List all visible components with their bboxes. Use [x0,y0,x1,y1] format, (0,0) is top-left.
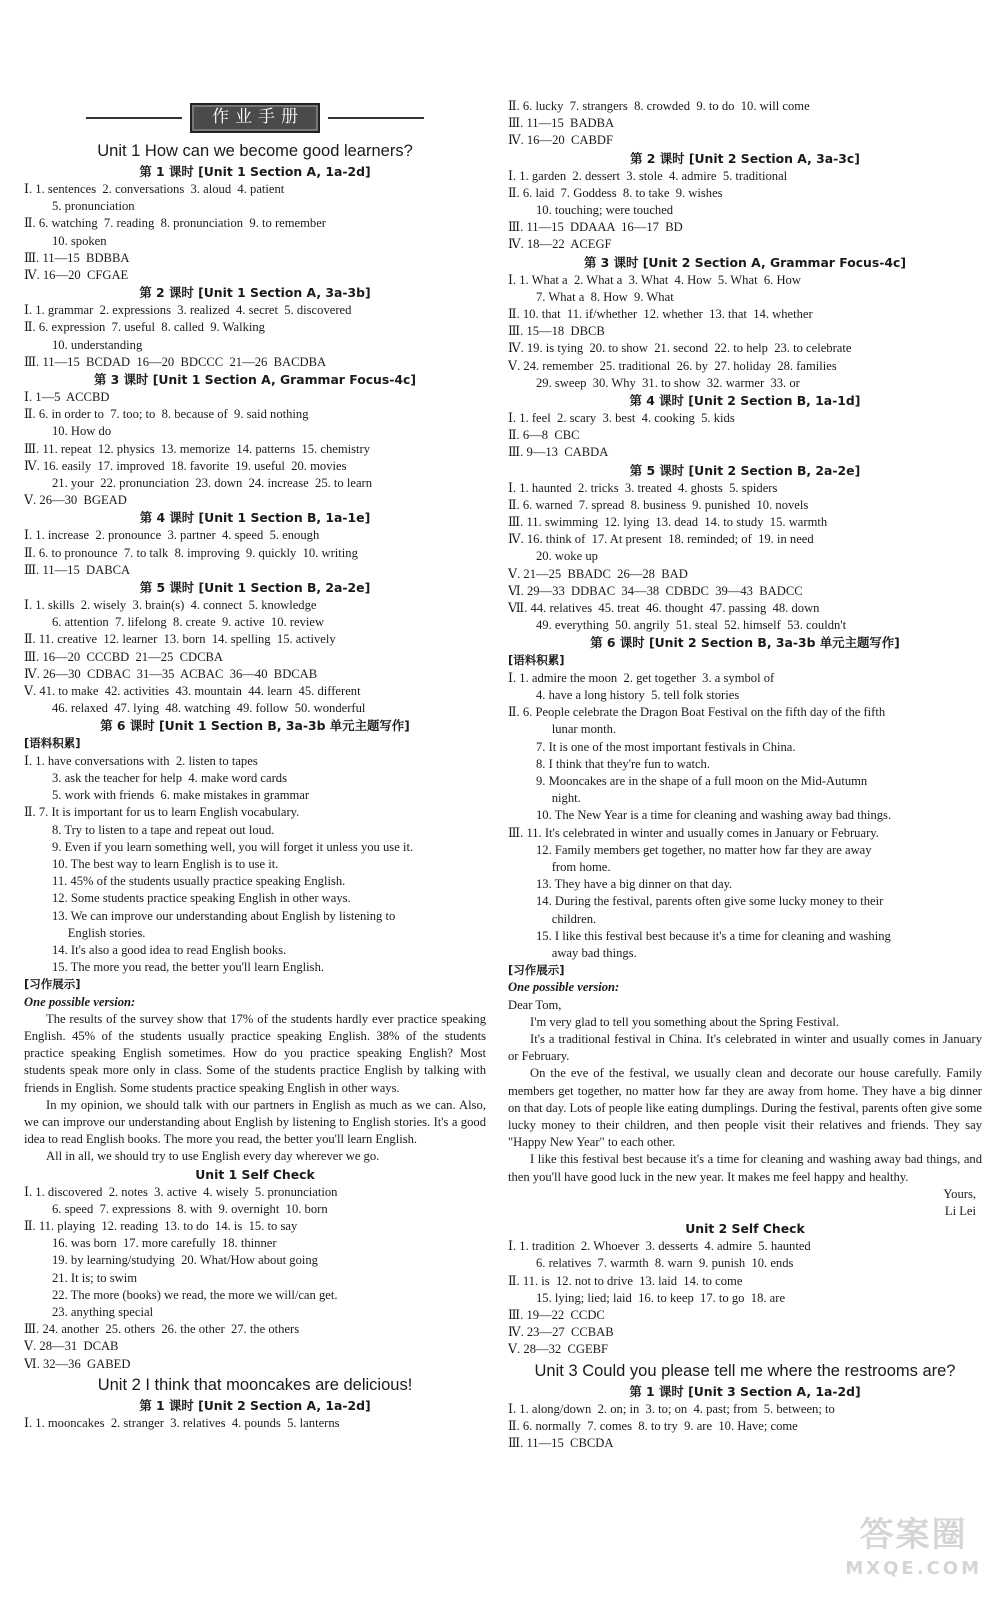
banner-rule-left [86,117,182,119]
version-label: One possible version: [508,980,620,995]
answer-line-indented: 10. How do [52,424,112,439]
unit-heading: Unit 3 Could you please tell me where the restrooms are? [534,1361,956,1380]
essay-paragraph: I'm very glad to tell you something about the Spring Festival. [530,1014,840,1029]
answer-line-indented: 19. by learning/studying 20. What/How about going [52,1253,318,1268]
answer-line: Ⅲ. 19—22 CCDC [508,1308,605,1322]
right-column [508,98,982,1452]
lesson-heading: 第 4 课时 [Unit 2 Section B, 1a-1d] [629,393,861,409]
answer-line-indented: from home. [536,859,611,874]
essay-paragraph: I like this festival best because it's a time for cleaning and washing away bad things, and then you'll have good luck in the new year. It makes me feel happy and healthy. [508,1152,982,1184]
answer-line: Ⅳ. 16—20 CFGAE [24,268,129,283]
answer-line-indented: 9. Even if you learn something well, you will forget it unless you use it. [52,839,414,854]
answer-line-indented: 6. relatives 7. warmth 8. warn 9. punish 10. ends [536,1256,794,1271]
essay-paragraph: All in all, we should try to use English every day wherever we go. [46,1149,380,1164]
answer-line-indented: 20. woke up [536,549,598,564]
answer-line: Ⅱ. 6. expression 7. useful 8. called 9. Walking [24,320,265,335]
answer-line-indented: 15. lying; lied; laid 16. to keep 17. to go 18. are [536,1290,786,1305]
section-tag: [语料积累] [24,736,81,751]
answer-line: Ⅳ. 16. think of 17. At present 18. reminded; of 19. in need [508,532,814,547]
answer-line-indented: children. [536,911,597,926]
banner-title: 作业手册 [190,103,320,132]
answer-line-indented: 22. The more (books) we read, the more we will/can get. [52,1287,338,1302]
answer-line-indented: 11. 45% of the students usually practice speaking English. [52,874,346,889]
lesson-heading: 第 6 课时 [Unit 1 Section B, 3a-3b 单元主题写作] [100,718,410,734]
answer-line-indented: 49. everything 50. angrily 51. steal 52. himself 53. couldn't [536,618,847,633]
lesson-heading: 第 2 课时 [Unit 1 Section A, 3a-3b] [139,285,371,301]
letter-salutation: Dear Tom, [508,997,562,1012]
lesson-heading: 第 1 课时 [Unit 1 Section A, 1a-2d] [139,164,371,179]
answer-line-indented: away bad things. [536,945,637,960]
essay-paragraph: In my opinion, we should talk with our partners in English as much as we can. Also, we can improve our understanding about English by listening to English stories. It's a good idea to read English books. The more you read, the better you'll learn English. [24,1097,486,1147]
answer-line-indented: 10. The New Year is a time for cleaning and washing away bad things. [536,808,892,823]
answer-line: Ⅱ. 11. is 12. not to drive 13. laid 14. to come [508,1273,743,1288]
section-tag: [习作展示] [24,977,81,992]
answer-line-indented: 10. The best way to learn English is to use it. [52,856,279,871]
section-tag: [习作展示] [508,963,565,978]
answer-line: Ⅶ. 44. relatives 45. treat 46. thought 47. passing 48. down [508,601,820,616]
right-column-content [508,98,982,1452]
answer-line: Ⅱ. 6. warned 7. spread 8. business 9. punished 10. novels [508,497,809,512]
answer-line: Ⅱ. 6. normally 7. comes 8. to try 9. are 10. Have; come [508,1418,798,1433]
answer-line: Ⅱ. 6. watching 7. reading 8. pronunciation 9. to remember [24,216,326,231]
answer-line: Ⅲ. 11. It's celebrated in winter and usually comes in January or February. [508,825,879,840]
answer-line: Ⅱ. 6. lucky 7. strangers 8. crowded 9. to do 10. will come [508,99,810,113]
answer-line: Ⅰ. 1. grammar 2. expressions 3. realized 4. secret 5. discovered [24,303,352,318]
answer-line: Ⅳ. 16—20 CABDF [508,133,613,148]
answer-line: Ⅱ. 6. laid 7. Goddess 8. to take 9. wishes [508,185,723,200]
lesson-heading: 第 3 课时 [Unit 2 Section A, Grammar Focus-4c] [583,254,907,270]
answer-line: Ⅱ. 6. People celebrate the Dragon Boat Festival on the fifth day of the fifth [508,705,886,720]
version-label: One possible version: [24,994,136,1009]
answer-line: Ⅲ. 16—20 CCCBD 21—25 CDCBA [24,649,223,664]
answer-line: Ⅵ. 29—33 DDBAC 34—38 CDBDC 39—43 BADCC [508,583,803,598]
answer-line: Ⅲ. 11—15 CBCDA [508,1436,614,1451]
answer-line-indented: 46. relaxed 47. lying 48. watching 49. follow 50. wonderful [52,701,366,716]
answer-line: Ⅰ. 1. What a 2. What a 3. What 4. How 5. What 6. How [508,272,801,287]
lesson-heading: 第 1 课时 [Unit 3 Section A, 1a-2d] [629,1383,861,1399]
answer-line-indented: 16. was born 17. more carefully 18. thinner [52,1236,277,1251]
answer-line: Ⅲ. 24. another 25. others 26. the other 27. the others [24,1322,300,1337]
lesson-heading: 第 1 课时 [Unit 2 Section A, 1a-2d] [139,1397,371,1413]
section-tag: [语料积累] [508,653,565,668]
answer-line: Ⅰ. 1. sentences 2. conversations 3. aloud 4. patient [24,182,285,196]
watermark-domain: MXQE.COM [845,1558,982,1579]
answer-line: Ⅲ. 11—15 DDAAA 16—17 BD [508,220,683,235]
lesson-heading: 第 4 课时 [Unit 1 Section B, 1a-1e] [139,510,371,526]
answer-line: Ⅲ. 11. swimming 12. lying 13. dead 14. to study 15. warmth [508,515,828,530]
answer-line: Ⅲ. 15—18 DBCB [508,324,605,339]
answer-line: Ⅱ. 6. in order to 7. too; to 8. because of 9. said nothing [24,407,309,422]
letter-signoff: Li Lei [944,1203,976,1218]
answer-line: Ⅲ. 11—15 BDBBA [24,250,130,265]
answer-line: Ⅴ. 28—31 DCAB [24,1339,119,1354]
answer-line: Ⅰ. 1. have conversations with 2. listen to tapes [24,753,258,768]
answer-line: Ⅰ. 1. garden 2. dessert 3. stole 4. admire 5. traditional [508,168,788,183]
answer-line-indented: 12. Family members get together, no matter how far they are away [536,842,872,857]
lesson-heading: 第 3 课时 [Unit 1 Section A, Grammar Focus-4c] [93,372,417,388]
answer-line: Ⅲ. 11—15 BCDAD 16—20 BDCCC 21—26 BACDBA [24,354,327,369]
answer-line: Ⅱ. 7. It is important for us to learn English vocabulary. [24,805,300,820]
answer-line-indented: 9. Mooncakes are in the shape of a full moon on the Mid-Autumn [536,773,868,788]
answer-line-indented: 12. Some students practice speaking English in other ways. [52,891,351,906]
answer-line: Ⅰ. 1. feel 2. scary 3. best 4. cooking 5. kids [508,411,735,426]
essay-paragraph: It's a traditional festival in China. It's celebrated in winter and usually comes in January or February. [508,1031,982,1064]
answer-line: Ⅲ. 11. repeat 12. physics 13. memorize 14. patterns 15. chemistry [24,441,371,456]
answer-line: Ⅲ. 11—15 DABCA [24,562,131,577]
answer-line: Ⅲ. 11—15 BADBA [508,116,615,131]
unit-heading: Unit 1 How can we become good learners? [97,142,413,160]
answer-line-indented: 5. work with friends 6. make mistakes in grammar [52,788,310,803]
answer-line: Ⅱ. 11. playing 12. reading 13. to do 14. is 15. to say [24,1218,298,1233]
answer-line-indented: 14. It's also a good idea to read English books. [52,942,287,957]
lesson-heading: 第 5 课时 [Unit 1 Section B, 2a-2e] [139,580,371,596]
lesson-heading: 第 2 课时 [Unit 2 Section A, 3a-3c] [630,150,860,166]
answer-line: Ⅰ. 1. skills 2. wisely 3. brain(s) 4. connect 5. knowledge [24,598,317,613]
answer-line: Ⅱ. 11. creative 12. learner 13. born 14. spelling 15. actively [24,632,336,647]
answer-line-indented: 10. spoken [52,233,107,248]
answer-line: Ⅳ. 18—22 ACEGF [508,237,612,252]
answer-line-indented: 7. What a 8. How 9. What [536,289,674,304]
answer-line-indented: 8. Try to listen to a tape and repeat out loud. [52,822,275,837]
answer-line-indented: 21. your 22. pronunciation 23. down 24. increase 25. to learn [52,476,373,491]
watermark-text: 答案圈 [859,1515,968,1555]
answer-line-indented: 10. understanding [52,337,143,352]
lesson-heading: 第 5 课时 [Unit 2 Section B, 2a-2e] [629,462,861,478]
letter-signoff: Yours, [943,1186,976,1201]
answer-line-indented: 4. have a long history 5. tell folk stories [536,687,740,702]
banner-rule-right [328,117,424,119]
answer-line-indented: 7. It is one of the most important festivals in China. [536,739,796,754]
answer-line: Ⅰ. 1. tradition 2. Whoever 3. desserts 4. admire 5. haunted [508,1239,811,1254]
lesson-heading: 第 6 课时 [Unit 2 Section B, 3a-3b 单元主题写作] [590,635,900,651]
left-column-content [24,140,486,1432]
answer-line-indented: 21. It is; to swim [52,1270,138,1285]
answer-line-indented: 13. They have a big dinner on that day. [536,877,733,892]
answer-line: Ⅱ. 6. to pronounce 7. to talk 8. improving 9. quickly 10. writing [24,545,358,560]
watermark-logo [845,1515,982,1586]
answer-line: Ⅵ. 32—36 GABED [24,1356,131,1371]
answer-line-indented: night. [536,791,581,806]
answer-line-indented: 23. anything special [52,1304,154,1319]
answer-line-indented: 6. attention 7. lifelong 8. create 9. active 10. review [52,615,325,630]
answer-line-indented: 5. pronunciation [52,199,135,214]
unit-heading: Unit 2 I think that mooncakes are delicious! [97,1375,413,1394]
answer-line: Ⅴ. 24. remember 25. traditional 26. by 27. holiday 28. families [508,358,837,373]
answer-line: Ⅰ. 1. haunted 2. tricks 3. treated 4. ghosts 5. spiders [508,480,778,495]
essay-paragraph: On the eve of the festival, we usually clean and decorate our house carefully. Family members get together, no matter how far they are away from home. They have a big dinner on that day. Lots of people like eating dumplings. During the festival, parents often give some lucky money to their children, and then people visit their relatives and friends. They say "Happy New Year" to each other. [508,1066,982,1150]
answer-line-indented: 3. ask the teacher for help 4. make word cards [52,770,287,785]
answer-line: Ⅴ. 26—30 BGEAD [24,493,127,508]
answer-line: Ⅱ. 10. that 11. if/whether 12. whether 13. that 14. whether [508,307,813,322]
essay-paragraph: The results of the survey show that 17% of the students hardly ever practice speaking English. 45% of the students usually practice speaking English. 38% of the students practice speaking English sometimes. How do you practice speaking English? Most students speak more only in class. Some of the students practice English by talking with friends in English. Some students practice speaking English in other ways. [24,1011,486,1095]
answer-line-indented: 6. speed 7. expressions 8. with 9. overnight 10. born [52,1201,328,1216]
answer-line-indented: lunar month. [536,722,617,737]
answer-line: Ⅳ. 19. is tying 20. to show 21. second 22. to help 23. to celebrate [508,341,852,356]
answer-line: Ⅳ. 26—30 CDBAC 31—35 ACBAC 36—40 BDCAB [24,666,318,681]
answer-line: Ⅳ. 23—27 CCBAB [508,1325,614,1340]
answer-line: Ⅴ. 41. to make 42. activities 43. mountain 44. learn 45. different [24,684,361,699]
answer-line-indented: 14. During the festival, parents often give some lucky money to their [536,894,884,909]
answer-line: Ⅰ. 1. admire the moon 2. get together 3. a symbol of [508,670,775,685]
lesson-heading: Unit 2 Self Check [685,1221,805,1237]
answer-line-indented: English stories. [52,925,146,940]
answer-line-indented: 10. touching; were touched [536,203,674,218]
section-banner [24,98,486,138]
answer-line: Ⅱ. 6—8 CBC [508,428,580,443]
answer-line: Ⅳ. 16. easily 17. improved 18. favorite 19. useful 20. movies [24,458,347,473]
answer-line: Ⅴ. 28—32 CGEBF [508,1342,609,1357]
answer-line-indented: 15. I like this festival best because it's a time for cleaning and washing [536,928,891,943]
answer-line-indented: 15. The more you read, the better you'll learn English. [52,960,325,975]
answer-line: Ⅰ. 1. along/down 2. on; in 3. to; on 4. past; from 5. between; to [508,1401,835,1416]
answer-line: Ⅰ. 1. discovered 2. notes 3. active 4. wisely 5. pronunciation [24,1184,338,1199]
answer-line-indented: 13. We can improve our understanding about English by listening to [52,908,396,923]
answer-line: Ⅰ. 1—5 ACCBD [24,390,110,405]
answer-line: Ⅰ. 1. mooncakes 2. stranger 3. relatives 4. pounds 5. lanterns [24,1415,340,1430]
answer-line-indented: 8. I think that they're fun to watch. [536,756,710,771]
answer-line-indented: 29. sweep 30. Why 31. to show 32. warmer 33. or [536,375,800,390]
lesson-heading: Unit 1 Self Check [195,1166,315,1182]
answer-line: Ⅲ. 9—13 CABDA [508,445,609,460]
left-column [24,98,486,1432]
answer-line: Ⅴ. 21—25 BBADC 26—28 BAD [508,566,688,581]
answer-line: Ⅰ. 1. increase 2. pronounce 3. partner 4. speed 5. enough [24,528,320,543]
